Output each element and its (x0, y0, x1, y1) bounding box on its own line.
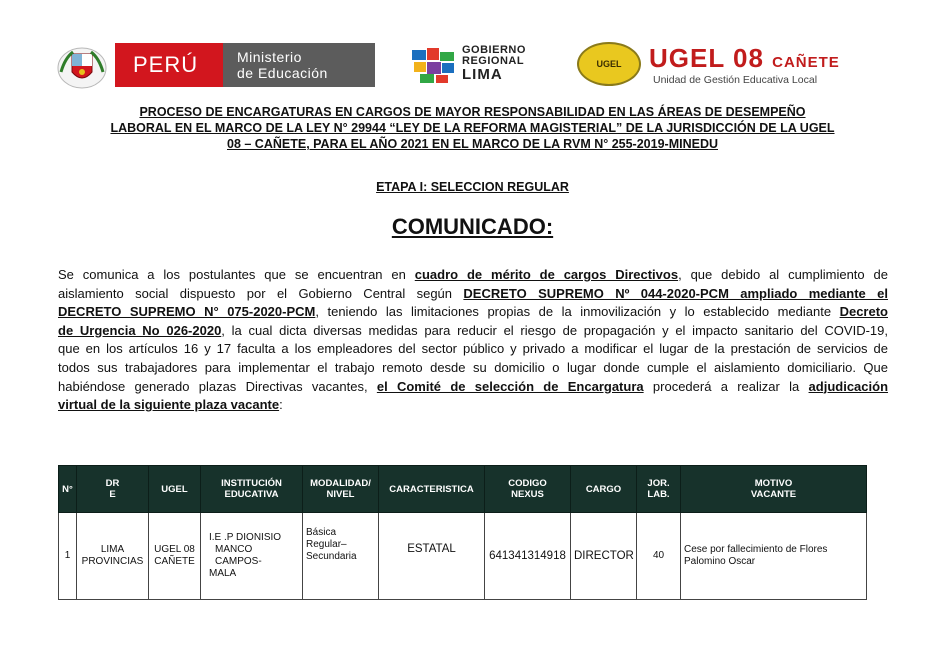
emphasis: Decreto (839, 304, 888, 320)
ugel-title (649, 43, 840, 74)
cell-text: I.E .P DIONISIO (209, 532, 282, 543)
col-header-motivo (681, 466, 867, 513)
comunicado-heading: COMUNICADO: (391, 214, 554, 239)
header-text: CODIGO (508, 478, 547, 489)
cell-modalidad (303, 513, 379, 600)
emphasis: de Urgencia No 026-2020 (58, 322, 222, 338)
para-line-8 (58, 396, 888, 415)
announcement-paragraph (58, 266, 888, 415)
text: Se comunica a los postulantes que se encuentran en (58, 267, 415, 282)
para-line-5: que en los artículos 16 y 17 faculta a los empleadores del sector público y privado a modificar el lugar de la prestación de servicios de (58, 341, 888, 357)
emphasis: adjudicación (808, 378, 889, 394)
header-text: LAB. (647, 489, 670, 500)
col-header-jornada (637, 466, 681, 513)
logo-strip (55, 40, 890, 92)
gore-line-3: LIMA (462, 66, 503, 83)
col-header-caracteristica: CARACTERISTICA (379, 466, 485, 513)
cell-institucion (201, 513, 303, 600)
para-line-3 (58, 303, 888, 322)
cell-motivo (681, 513, 867, 600)
cell-text: MANCO CAMPOS- (215, 544, 262, 567)
header-text: MOTIVO (754, 478, 793, 489)
cell-text: CAÑETE (154, 556, 195, 567)
ugel-title-small: CAÑETE (772, 54, 840, 71)
cell-caracteristica: ESTATAL (379, 513, 485, 600)
ugel-logo (577, 40, 897, 92)
text: aislamiento social dispuesto por el Gobierno Central según (58, 285, 464, 301)
text: , teniendo las limitaciones propias de la inmovilización y lo establecido mediante (315, 304, 840, 320)
emphasis: cuadro de mérito de cargos Directivos (414, 267, 679, 282)
header-text: E (109, 489, 116, 500)
ugel-badge-icon (577, 42, 641, 86)
header-text: NEXUS (511, 489, 544, 500)
minedu-line-1: Ministerio (237, 49, 302, 65)
cell-text: Básica (306, 527, 337, 538)
ugel-badge-text: UGEL (596, 59, 622, 69)
header-text: VACANTE (750, 489, 797, 500)
ugel-subtitle: Unidad de Gestión Educativa Local (653, 74, 818, 86)
header-text: MODALIDAD/ (310, 478, 371, 489)
text: : (279, 397, 283, 413)
cell-n: 1 (59, 513, 77, 600)
peru-label: PERÚ (133, 52, 199, 77)
minedu-line-2: de Educación (237, 65, 328, 81)
cell-ugel (149, 513, 201, 600)
text: habiéndose generado plazas Directivas vacantes, (58, 378, 377, 394)
header-text: JOR. (647, 478, 670, 489)
cell-codigo-nexus: 641341314918 (485, 513, 571, 600)
cell-text: Secundaria (306, 551, 357, 562)
header-text: NIVEL (326, 489, 355, 500)
header-text: EDUCATIVA (224, 489, 279, 500)
para-line-6: todos sus trabajadores para implementar el trabajo remoto desde su domicilio o lugar donde cumple el aislamiento domiciliario. Que (58, 359, 888, 375)
cell-cargo: DIRECTOR (571, 513, 637, 600)
emphasis: el Comité de selección de Encargatura (376, 378, 644, 394)
ugel-title-main: UGEL 08 (649, 43, 764, 73)
cell-text: Regular– (306, 539, 347, 550)
gobierno-regional-logo (410, 42, 540, 90)
title-line-2: LABORAL EN EL MARCO DE LA LEY N° 29944 “LEY DE LA REFORMA MAGISTERIAL” DE LA JURISDICCIÓN DE LA UGEL (110, 121, 835, 135)
emphasis: DECRETO SUPREMO N° 075-2020-PCM (58, 304, 316, 320)
col-header-cargo: CARGO (571, 466, 637, 513)
cell-text: UGEL 08 (154, 544, 195, 555)
emphasis: DECRETO SUPREMO Nº 044-2020-PCM ampliado mediante el (463, 285, 889, 301)
header-text: DR (105, 478, 120, 489)
table-row (59, 513, 867, 600)
cell-dre (77, 513, 149, 600)
para-line-2 (58, 285, 888, 304)
minedu-banner (223, 43, 375, 87)
col-header-modalidad (303, 466, 379, 513)
text: procederá a realizar la (643, 378, 809, 394)
col-header-n: N° (59, 466, 77, 513)
peru-coat-of-arms-icon (55, 42, 109, 90)
table-header-row (59, 466, 867, 513)
cell-jornada: 40 (637, 513, 681, 600)
cell-text: Palomino Oscar (684, 556, 756, 567)
col-header-ugel: UGEL (149, 466, 201, 513)
col-header-codigo (485, 466, 571, 513)
title-line-1: PROCESO DE ENCARGATURAS EN CARGOS DE MAYOR RESPONSABILIDAD EN LAS ÁREAS DE DESEMPEÑO (139, 105, 806, 119)
col-header-institucion (201, 466, 303, 513)
cell-text: Cese por fallecimiento de Flores (684, 544, 828, 555)
text: , la cual dicta diversas medidas para reducir el riesgo de propagación y el impacto sanitario del COVID-19, (221, 322, 888, 338)
title-line-3: 08 – CAÑETE, PARA EL AÑO 2021 EN EL MARCO DE LA RVM N° 255-2019-MINEDU (227, 137, 718, 151)
col-header-dre (77, 466, 149, 513)
header-text: INSTITUCIÓN (221, 478, 282, 489)
emphasis: virtual de la siguiente plaza vacante (58, 397, 280, 413)
para-line-1 (58, 266, 888, 285)
cell-text: MALA (209, 568, 237, 579)
gore-line-1: GOBIERNO (462, 44, 526, 56)
vacancy-table (58, 465, 867, 600)
etapa-heading: ETAPA I: SELECCION REGULAR (376, 180, 569, 194)
text: , que debido al cumplimiento de (678, 267, 888, 282)
cell-text: LIMA (100, 544, 125, 555)
gore-lima-icon (410, 46, 458, 86)
para-line-4 (58, 322, 888, 341)
cell-text: PROVINCIAS (81, 556, 144, 567)
gore-line-2: REGIONAL (462, 55, 525, 67)
para-line-7 (58, 378, 888, 397)
